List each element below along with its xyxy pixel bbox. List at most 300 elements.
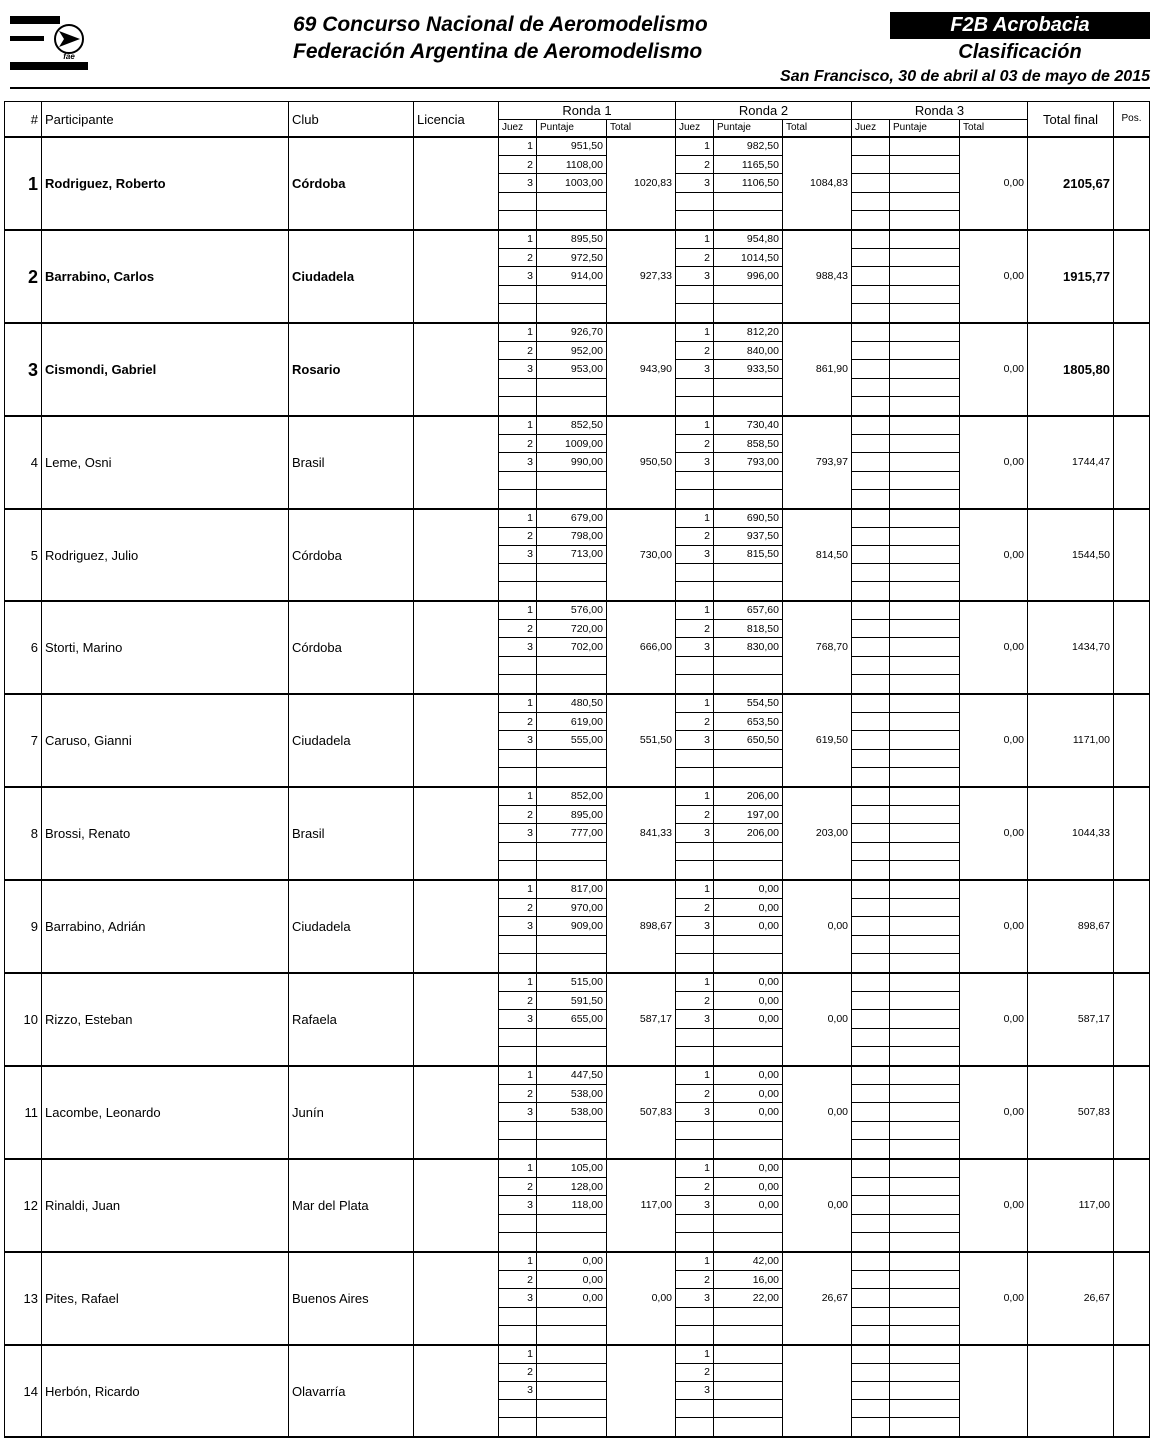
round-2-judge-cell [676, 843, 714, 861]
round-2-judge-cell [676, 472, 714, 490]
round-1-judge-cell [499, 564, 537, 582]
round-2-score-cell: 937,50 [714, 528, 783, 546]
round-3-judge-cell [852, 1289, 890, 1307]
rank-cell: 8 [5, 788, 42, 879]
round-3-judge-cell [852, 1308, 890, 1326]
participant-row [5, 510, 1150, 602]
license-cell [414, 417, 499, 508]
round-1-score-cell [537, 750, 607, 768]
round-1-score-cell: 105,00 [537, 1160, 607, 1178]
round-1-score-cell [537, 843, 607, 861]
round-2-score-cell: 0,00 [714, 881, 783, 899]
round-1-judge-header: Juez [499, 120, 537, 136]
final-total: 1915,77 [1028, 231, 1114, 322]
participant-row [5, 1346, 1150, 1438]
round-2-score-cell [714, 936, 783, 954]
round-3-judge-cell [852, 1382, 890, 1400]
round-1-judge-cell [499, 1308, 537, 1326]
round-3-score-cell [890, 324, 960, 342]
round-3-judge-cell [852, 1400, 890, 1418]
round-1-score-cell: 951,50 [537, 138, 607, 156]
round-2-score-cell: 996,00 [714, 267, 783, 285]
round-2-score-cell: 206,00 [714, 824, 783, 842]
round-2-judge-cell: 2 [676, 1085, 714, 1103]
round-3-judge-cell [852, 881, 890, 899]
round-1-judge-cell [499, 1215, 537, 1233]
round-2-total: 0,00 [783, 1160, 852, 1251]
round-2-score-cell: 954,80 [714, 231, 783, 249]
position-cell [1114, 881, 1150, 972]
round-3-score-cell [890, 657, 960, 675]
round-3-judge-cell [852, 564, 890, 582]
round-2-score-cell [714, 1346, 783, 1364]
round-1-judge-cell: 1 [499, 510, 537, 528]
round-2-judge-cell: 1 [676, 602, 714, 620]
round-2-judge-cell: 1 [676, 1067, 714, 1085]
round-1-score-cell [537, 472, 607, 490]
round-3-score-cell [890, 881, 960, 899]
round-3-judge-cell [852, 193, 890, 211]
federation-name: Federación Argentina de Aeromodelismo [293, 40, 703, 63]
rank-cell: 6 [5, 602, 42, 693]
final-total [1028, 1346, 1114, 1436]
round-3-judge-cell [852, 936, 890, 954]
club-name: Brasil [289, 788, 414, 879]
round-1-judge-cell [499, 286, 537, 304]
round-1-score-cell: 0,00 [537, 1271, 607, 1289]
round-2-score-cell [714, 286, 783, 304]
logo-bar [10, 16, 60, 24]
license-cell [414, 974, 499, 1065]
position-cell [1114, 1253, 1150, 1344]
round-3-score-cell [890, 1010, 960, 1028]
round-3-judge-cell [852, 417, 890, 435]
round-2-score-cell: 730,40 [714, 417, 783, 435]
round-3-score-cell [890, 453, 960, 471]
round-3-judge-cell [852, 1067, 890, 1085]
round-3-score-cell [890, 638, 960, 656]
round-3-judge-cell [852, 360, 890, 378]
round-1-judge-cell [499, 193, 537, 211]
club-name: Rafaela [289, 974, 414, 1065]
round-3-score-cell [890, 582, 960, 600]
round-1-score-cell: 952,00 [537, 342, 607, 360]
round-1-score-cell: 538,00 [537, 1085, 607, 1103]
round-1-judge-cell: 2 [499, 1271, 537, 1289]
participant-row [5, 602, 1150, 695]
round-1-judge-cell: 2 [499, 249, 537, 267]
license-cell [414, 881, 499, 972]
round-2-judge-cell: 1 [676, 974, 714, 992]
round-2-score-cell [714, 582, 783, 600]
round-2-judge-cell: 3 [676, 267, 714, 285]
column-header-round-3: Ronda 3 [852, 102, 1028, 120]
round-3-score-cell [890, 546, 960, 564]
round-1-judge-cell [499, 657, 537, 675]
round-1-score-cell: 591,50 [537, 992, 607, 1010]
logo-bar [10, 36, 44, 41]
round-3-judge-cell [852, 472, 890, 490]
round-1-score-cell: 926,70 [537, 324, 607, 342]
round-2-score-cell [714, 397, 783, 415]
rank-cell: 13 [5, 1253, 42, 1344]
round-2-judge-cell [676, 1400, 714, 1418]
column-header-participant: Participante [42, 102, 289, 136]
round-3-judge-cell [852, 1029, 890, 1047]
round-1-score-cell [537, 379, 607, 397]
round-2-judge-cell [676, 675, 714, 693]
club-name: Córdoba [289, 510, 414, 600]
round-3-judge-cell [852, 286, 890, 304]
position-cell [1114, 695, 1150, 786]
round-2-judge-cell: 2 [676, 528, 714, 546]
round-1-judge-cell: 3 [499, 360, 537, 378]
round-1-judge-cell [499, 1140, 537, 1158]
column-header-round-1: Ronda 1 [499, 102, 676, 120]
round-3-total: 0,00 [960, 510, 1028, 600]
rank-cell: 1 [5, 138, 42, 229]
round-1-score-cell: 990,00 [537, 453, 607, 471]
round-1-judge-cell: 3 [499, 638, 537, 656]
club-name: Córdoba [289, 602, 414, 693]
round-2-judge-cell [676, 861, 714, 879]
round-2-score-cell: 815,50 [714, 546, 783, 564]
round-2-judge-cell: 1 [676, 138, 714, 156]
round-2-score-cell: 0,00 [714, 1196, 783, 1214]
round-1-total: 666,00 [607, 602, 676, 693]
participant-row [5, 1253, 1150, 1346]
column-header-license: Licencia [414, 102, 499, 136]
round-3-judge-cell [852, 1326, 890, 1344]
round-1-judge-cell [499, 768, 537, 786]
rank-cell: 14 [5, 1346, 42, 1436]
round-3-judge-cell [852, 1418, 890, 1436]
round-1-judge-cell: 3 [499, 174, 537, 192]
round-1-judge-cell: 2 [499, 156, 537, 174]
round-1-score-cell: 895,50 [537, 231, 607, 249]
round-3-score-cell [890, 917, 960, 935]
round-3-score-cell [890, 1289, 960, 1307]
round-3-score-cell [890, 1400, 960, 1418]
round-2-judge-cell [676, 1140, 714, 1158]
position-cell [1114, 417, 1150, 508]
round-2-judge-cell [676, 936, 714, 954]
position-cell [1114, 138, 1150, 229]
final-total: 587,17 [1028, 974, 1114, 1065]
license-cell [414, 1067, 499, 1158]
round-2-judge-cell [676, 397, 714, 415]
round-2-judge-cell: 1 [676, 324, 714, 342]
participant-name: Pites, Rafael [42, 1253, 289, 1344]
round-3-judge-cell [852, 397, 890, 415]
round-1-judge-cell [499, 397, 537, 415]
round-1-judge-cell: 2 [499, 1364, 537, 1382]
round-2-score-cell: 0,00 [714, 1067, 783, 1085]
round-2-score-cell [714, 1418, 783, 1436]
round-2-score-cell [714, 211, 783, 229]
column-header-position: Pos. [1114, 102, 1150, 136]
round-3-score-cell [890, 193, 960, 211]
position-cell [1114, 602, 1150, 693]
round-3-judge-cell [852, 713, 890, 731]
round-2-judge-cell [676, 286, 714, 304]
round-3-judge-cell [852, 174, 890, 192]
round-3-score-cell [890, 138, 960, 156]
round-3-score-cell [890, 1253, 960, 1271]
round-1-judge-cell: 1 [499, 138, 537, 156]
round-1-score-cell [537, 1326, 607, 1344]
position-cell [1114, 231, 1150, 322]
round-2-score-cell: 0,00 [714, 992, 783, 1010]
round-3-judge-header: Juez [852, 120, 890, 136]
club-name: Ciudadela [289, 881, 414, 972]
round-1-score-cell: 679,00 [537, 510, 607, 528]
round-1-score-cell: 972,50 [537, 249, 607, 267]
round-2-judge-cell: 3 [676, 824, 714, 842]
round-2-total: 0,00 [783, 1067, 852, 1158]
round-1-score-cell: 655,00 [537, 1010, 607, 1028]
round-1-score-cell [537, 1233, 607, 1251]
position-cell [1114, 1067, 1150, 1158]
round-3-judge-cell [852, 861, 890, 879]
round-2-score-cell: 0,00 [714, 1010, 783, 1028]
position-cell [1114, 510, 1150, 600]
round-3-score-cell [890, 564, 960, 582]
round-1-score-cell: 777,00 [537, 824, 607, 842]
round-1-score-cell: 555,00 [537, 731, 607, 749]
participant-name: Rizzo, Esteban [42, 974, 289, 1065]
round-2-judge-cell [676, 1308, 714, 1326]
round-3-score-cell [890, 899, 960, 917]
round-2-judge-cell: 1 [676, 788, 714, 806]
round-3-total: 0,00 [960, 1067, 1028, 1158]
round-2-score-cell [714, 1215, 783, 1233]
rank-cell: 11 [5, 1067, 42, 1158]
round-1-judge-cell [499, 582, 537, 600]
participant-name: Barrabino, Adrián [42, 881, 289, 972]
position-cell [1114, 974, 1150, 1065]
final-total: 1044,33 [1028, 788, 1114, 879]
round-1-score-cell: 118,00 [537, 1196, 607, 1214]
round-3-judge-cell [852, 824, 890, 842]
round-2-score-cell: 0,00 [714, 1085, 783, 1103]
round-2-judge-cell: 3 [676, 360, 714, 378]
round-3-judge-cell [852, 638, 890, 656]
round-2-judge-cell: 2 [676, 249, 714, 267]
round-1-total: 507,83 [607, 1067, 676, 1158]
round-2-total: 861,90 [783, 324, 852, 415]
round-1-judge-cell [499, 1047, 537, 1065]
round-2-score-cell [714, 1029, 783, 1047]
round-3-judge-cell [852, 1196, 890, 1214]
round-3-score-cell [890, 861, 960, 879]
round-3-score-cell [890, 1140, 960, 1158]
participant-name: Barrabino, Carlos [42, 231, 289, 322]
round-2-score-cell: 42,00 [714, 1253, 783, 1271]
round-1-total: 898,67 [607, 881, 676, 972]
round-1-score-cell: 720,00 [537, 620, 607, 638]
round-2-score-cell: 982,50 [714, 138, 783, 156]
final-total: 2105,67 [1028, 138, 1114, 229]
round-2-total: 768,70 [783, 602, 852, 693]
round-3-judge-cell [852, 231, 890, 249]
round-1-score-cell: 852,50 [537, 417, 607, 435]
table-header [5, 102, 1150, 138]
round-2-judge-cell: 3 [676, 638, 714, 656]
round-2-judge-cell: 2 [676, 1364, 714, 1382]
round-2-score-cell: 793,00 [714, 453, 783, 471]
round-3-judge-cell [852, 546, 890, 564]
round-2-total: 203,00 [783, 788, 852, 879]
round-3-judge-cell [852, 788, 890, 806]
round-1-score-cell: 480,50 [537, 695, 607, 713]
round-1-judge-cell [499, 1326, 537, 1344]
club-name: Córdoba [289, 138, 414, 229]
round-1-score-cell [537, 768, 607, 786]
round-3-score-cell [890, 417, 960, 435]
round-3-score-cell [890, 267, 960, 285]
round-3-score-cell [890, 435, 960, 453]
round-3-score-cell [890, 1103, 960, 1121]
round-3-total: 0,00 [960, 788, 1028, 879]
round-3-score-cell [890, 936, 960, 954]
round-1-score-cell [537, 861, 607, 879]
column-header-number: # [5, 102, 42, 136]
round-3-judge-cell [852, 695, 890, 713]
round-3-score-cell [890, 602, 960, 620]
license-cell [414, 324, 499, 415]
round-2-judge-cell [676, 1418, 714, 1436]
license-cell [414, 1253, 499, 1344]
round-2-judge-cell [676, 1233, 714, 1251]
round-3-score-cell [890, 1085, 960, 1103]
round-2-score-cell: 554,50 [714, 695, 783, 713]
round-3-judge-cell [852, 1271, 890, 1289]
round-1-total: 730,00 [607, 510, 676, 600]
round-3-judge-cell [852, 992, 890, 1010]
round-3-score-cell [890, 1160, 960, 1178]
round-2-judge-cell: 3 [676, 1103, 714, 1121]
round-1-judge-cell: 2 [499, 342, 537, 360]
round-2-judge-cell: 1 [676, 881, 714, 899]
round-2-score-cell [714, 1308, 783, 1326]
round-3-judge-cell [852, 1047, 890, 1065]
round-1-judge-cell [499, 1400, 537, 1418]
round-3-score-cell [890, 528, 960, 546]
round-1-judge-cell: 3 [499, 1196, 537, 1214]
round-2-score-cell [714, 843, 783, 861]
round-1-score-cell: 538,00 [537, 1103, 607, 1121]
rank-cell: 9 [5, 881, 42, 972]
round-2-judge-cell [676, 768, 714, 786]
round-1-judge-cell: 2 [499, 713, 537, 731]
round-1-score-cell: 970,00 [537, 899, 607, 917]
round-1-score-cell [537, 936, 607, 954]
round-3-judge-cell [852, 602, 890, 620]
rank-cell: 12 [5, 1160, 42, 1251]
round-2-score-cell: 16,00 [714, 1271, 783, 1289]
round-3-judge-cell [852, 1346, 890, 1364]
round-3-score-cell [890, 342, 960, 360]
round-2-judge-cell: 3 [676, 174, 714, 192]
round-2-judge-cell [676, 954, 714, 972]
round-2-score-cell: 812,20 [714, 324, 783, 342]
round-3-score-header: Puntaje [890, 120, 960, 136]
round-1-judge-cell [499, 304, 537, 322]
club-name: Mar del Plata [289, 1160, 414, 1251]
round-1-score-cell [537, 1140, 607, 1158]
participant-name: Rodriguez, Julio [42, 510, 289, 600]
round-2-judge-cell: 3 [676, 1382, 714, 1400]
round-1-judge-cell [499, 490, 537, 508]
round-3-total: 0,00 [960, 1253, 1028, 1344]
round-3-judge-cell [852, 211, 890, 229]
round-2-score-cell [714, 1122, 783, 1140]
round-3-judge-cell [852, 843, 890, 861]
round-1-score-cell: 0,00 [537, 1253, 607, 1271]
round-3-judge-cell [852, 582, 890, 600]
round-1-score-cell [537, 1029, 607, 1047]
participant-row [5, 881, 1150, 974]
round-1-judge-cell [499, 936, 537, 954]
round-1-judge-cell [499, 379, 537, 397]
round-3-score-cell [890, 211, 960, 229]
round-1-score-cell [537, 397, 607, 415]
round-1-judge-cell [499, 843, 537, 861]
round-3-score-cell [890, 249, 960, 267]
round-3-total: 0,00 [960, 695, 1028, 786]
round-2-judge-cell: 3 [676, 1289, 714, 1307]
round-2-judge-cell [676, 1122, 714, 1140]
round-2-score-cell: 0,00 [714, 917, 783, 935]
round-1-judge-cell [499, 1122, 537, 1140]
round-2-judge-cell: 1 [676, 510, 714, 528]
club-name: Junín [289, 1067, 414, 1158]
round-1-total: 0,00 [607, 1253, 676, 1344]
round-3-score-cell [890, 954, 960, 972]
round-3-score-cell [890, 695, 960, 713]
round-2-score-cell: 0,00 [714, 1160, 783, 1178]
round-2-score-cell [714, 1400, 783, 1418]
club-name: Buenos Aires [289, 1253, 414, 1344]
round-3-total: 0,00 [960, 974, 1028, 1065]
round-1-score-cell [537, 1122, 607, 1140]
round-1-judge-cell: 3 [499, 1382, 537, 1400]
round-3-score-cell [890, 713, 960, 731]
round-3-score-cell [890, 490, 960, 508]
round-2-score-cell: 818,50 [714, 620, 783, 638]
round-3-judge-cell [852, 156, 890, 174]
round-3-score-cell [890, 1196, 960, 1214]
position-cell [1114, 1160, 1150, 1251]
round-1-judge-cell: 2 [499, 899, 537, 917]
round-1-total-header: Total [607, 120, 676, 136]
round-1-score-cell: 619,00 [537, 713, 607, 731]
round-3-judge-cell [852, 342, 890, 360]
round-1-score-cell [537, 286, 607, 304]
round-2-judge-cell [676, 1029, 714, 1047]
round-2-total: 988,43 [783, 231, 852, 322]
round-2-score-cell [714, 304, 783, 322]
participant-row [5, 1067, 1150, 1160]
round-2-score-cell: 0,00 [714, 974, 783, 992]
round-3-judge-cell [852, 435, 890, 453]
round-3-score-cell [890, 1382, 960, 1400]
results-table [4, 101, 1150, 1438]
column-header-round-2: Ronda 2 [676, 102, 852, 120]
round-2-judge-cell [676, 1326, 714, 1344]
round-3-judge-cell [852, 1103, 890, 1121]
